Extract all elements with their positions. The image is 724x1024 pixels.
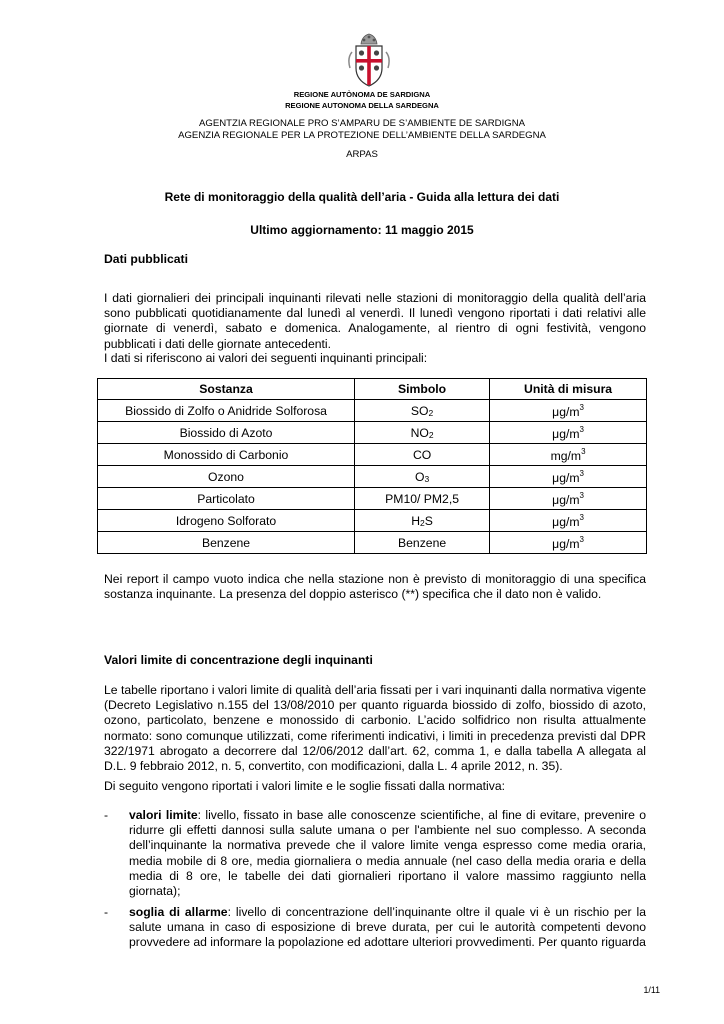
symbol-cell: H2S [355,510,490,532]
symbol-cell: NO2 [355,422,490,444]
list-dash: - [104,808,109,822]
unit-cell: $\mu g/m^3$ [490,532,647,554]
substance-cell: Monossido di Carbonio [98,444,355,466]
symbol-cell: CO [355,444,490,466]
paragraph-published-schedule: I dati giornalieri dei principali inquinanti rilevati nelle stazioni di monitoraggio della qualità dell’aria sono pubblicati quotidianamente dal lunedì al venerdì. Il lunedì vengono riportati i dati relativi alle giornate di venerdì, sabato e domenica. Analogamente, al rientro di ogni festività, vengono pubblicati i dati delle giornate antecedenti. [104,291,646,351]
unit-cell: $\mu g/m^3$ [490,422,647,444]
agency-acronym: ARPAS [346,149,378,160]
unit-cell: $\mu g/m^3$ [490,400,647,422]
substance-cell: Ozono [98,466,355,488]
symbol-cell: PM10/ PM2,5 [355,488,490,510]
agency-name-sardinian: AGENTZIA REGIONALE PRO S’AMPARU DE S’AMBIENTE DE SARDIGNA [198,118,526,129]
column-header-symbol: Simbolo [355,379,490,400]
table-row [98,488,647,510]
page-number: 1/11 [643,985,660,995]
unit-cell: $\mu g/m^3$ [490,488,647,510]
term-limit-values: valori limite [129,808,198,822]
unit-cell: $mg/m^3$ [490,444,647,466]
symbol-cell: O3 [355,466,490,488]
section-heading-limits: Valori limite di concentrazione degli inquinanti [104,653,373,667]
paragraph-limits-intro: Le tabelle riportano i valori limite di qualità dell’aria fissati per i vari inquinanti dalla normativa vigente (Decreto Legislativo n.155 del 13/08/2010 per quanto riguarda biossido di zolfo, biossido di azoto, ozono, particolato, benzene e monossido di carbonio. L’acido solfidrico non risulta attualmente normato: sono comunque utilizzati, come riferimenti indicativi, i limiti in precedenza previsti dal DPR 322/1971 abrogato a decorrere dal 12/06/2012 dall’art. 62, comma 1, e dalla tabella A allegata al D.L. 9 febbraio 2012, n. 5, convertito, con modificazioni, dalla L. 4 aprile 2012, n. 35). [104,683,646,774]
definition-limit-values: : livello, fissato in base alle conoscenze scientifiche, al fine di evitare, prevenire o ridurre gli effetti dannosi sulla salute umana o per l'ambiente nel suo complesso. A seconda dell’inquinante la normativa prevede che il valore limite venga espresso come media oraria, media mobile di 8 ore, media giornaliera o media annuale (nel caso della media oraria e della media di 8 ore, le tabelle dei dati giornalieri riportano il valore massimo raggiunto nella giornata); [129,808,647,899]
definition-alarm-threshold: : livello di concentrazione dell’inquinante oltre il quale vi è un rischio per la salute umana in caso di esposizione di breve durata, per cui le autorità competenti devono provvedere ad informare la popolazione ed adottare ulteriori provvedimenti. Per quanto riguarda [129,905,646,950]
term-alarm-threshold: soglia di allarme [129,905,228,919]
list-dash: - [104,905,109,919]
last-updated: Ultimo aggiornamento: 11 maggio 2015 [250,223,474,237]
section-heading-published: Dati pubblicati [104,252,188,266]
substance-cell: Biossido di Azoto [98,422,355,444]
paragraph-limits-list-intro: Di seguito vengono riportati i valori limite e le soglie fissati dalla normativa: [104,779,506,793]
substance-cell: Biossido di Zolfo o Anidride Solforosa [98,400,355,422]
paragraph-report-note: Nei report il campo vuoto indica che nella stazione non è previsto di monitoraggio di una specifica sostanza inquinante. La presenza del doppio asterisco (**) specifica che il dato non è valido. [104,572,646,602]
region-name-sardinian: REGIONE AUTÒNOMA DE SARDIGNA [293,90,431,99]
region-name-italian: REGIONE AUTONOMA DELLA SARDEGNA [285,101,439,110]
table-row [98,510,647,532]
agency-name-italian: AGENZIA REGIONALE PER LA PROTEZIONE DELL’AMBIENTE DELLA SARDEGNA [178,130,546,141]
substance-cell: Particolato [98,488,355,510]
column-header-substance: Sostanza [98,379,355,400]
unit-cell: $\mu g/m^3$ [490,466,647,488]
table-row [98,422,647,444]
pollutants-table [97,378,647,554]
substance-cell: Benzene [98,532,355,554]
paragraph-pollutants-intro: I dati si riferiscono ai valori dei seguenti inquinanti principali: [104,351,428,365]
unit-cell: $\mu g/m^3$ [490,510,647,532]
symbol-cell: Benzene [355,532,490,554]
table-row [98,400,647,422]
substance-cell: Idrogeno Solforato [98,510,355,532]
table-row [98,532,647,554]
table-row [98,466,647,488]
table-header-row [98,379,647,400]
coat-of-arms-icon [344,32,394,90]
table-row [98,444,647,466]
column-header-unit: Unità di misura [490,379,647,400]
list-item-alarm-threshold [104,905,646,951]
list-item-limit-values [104,808,646,899]
symbol-cell: SO2 [355,400,490,422]
document-title: Rete di monitoraggio della qualità dell’aria - Guida alla lettura dei dati [164,190,560,204]
